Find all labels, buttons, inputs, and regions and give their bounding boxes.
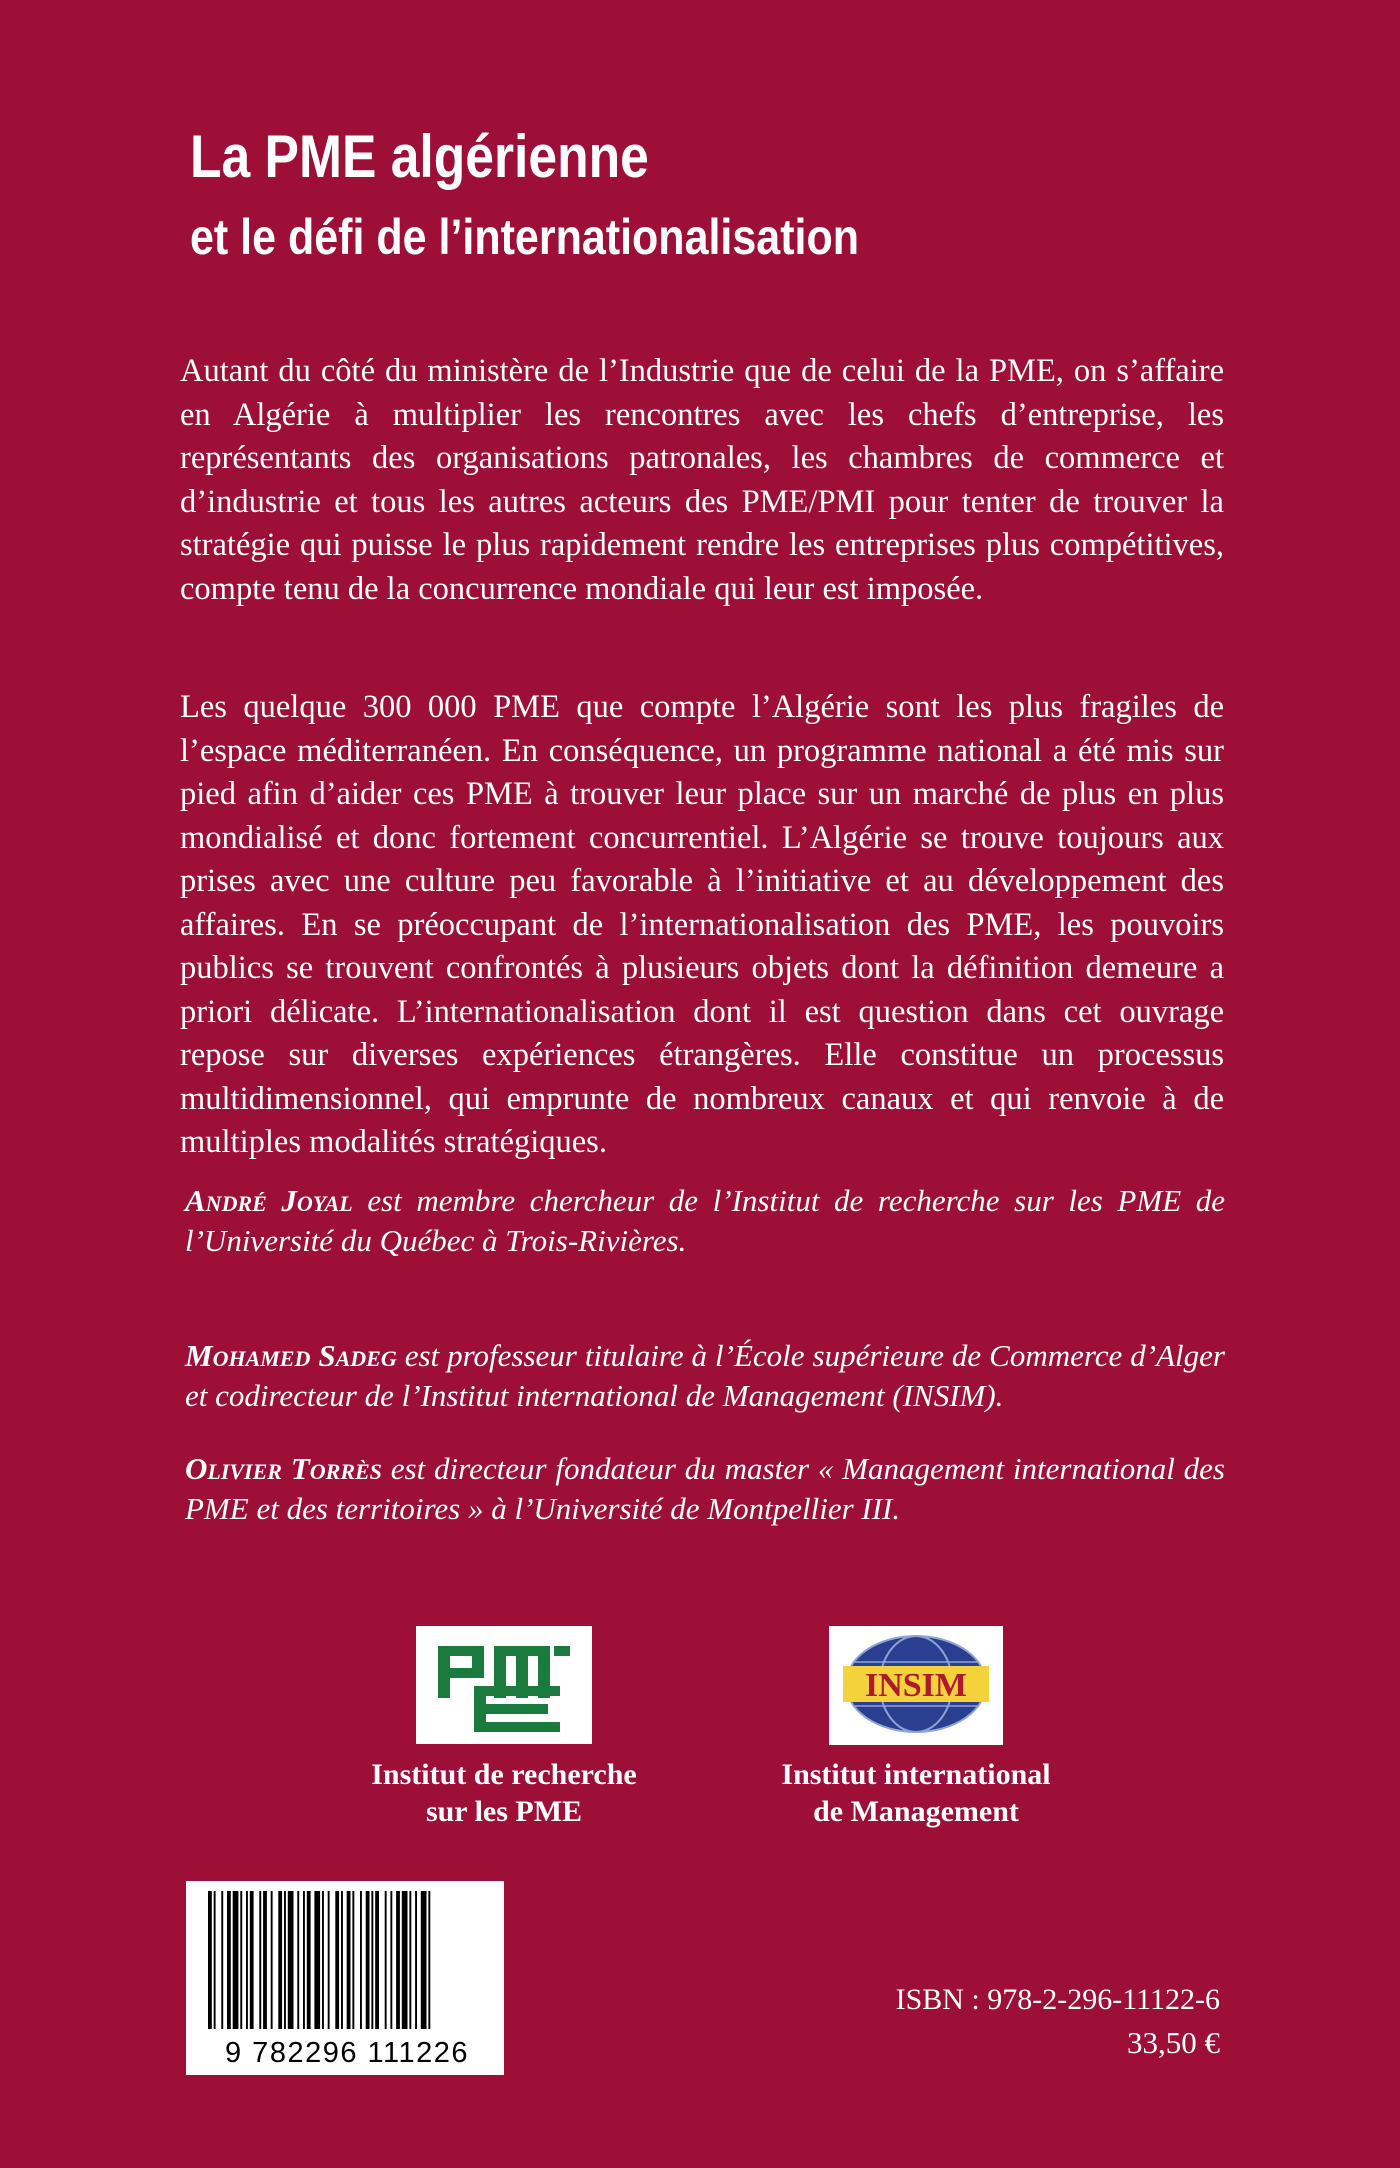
barcode-bar	[322, 1891, 324, 2029]
barcode-bar	[259, 1891, 261, 2029]
barcode-bar	[428, 1891, 430, 2029]
author-description: est directeur fondateur du master « Management international des PME et des territoires » à l’Université de Montpellier III.	[185, 1451, 1225, 1526]
barcode-bar	[221, 1891, 223, 2029]
barcode-bar	[214, 1891, 216, 2029]
barcode-bar	[328, 1891, 330, 2029]
barcode-bar	[390, 1891, 392, 2029]
barcode-bar	[360, 1891, 362, 2029]
barcode-bar	[250, 1891, 254, 2029]
barcode-bar	[233, 1891, 239, 2029]
barcode-bar	[341, 1891, 343, 2029]
barcode-bar	[303, 1891, 305, 2029]
barcode-bar	[208, 1891, 212, 2029]
barcode-bar	[347, 1891, 351, 2029]
barcode-bar	[366, 1891, 370, 2029]
isbn: ISBN : 978-2-296-11122-6	[895, 1983, 1220, 2016]
author-name: Mohamed Sadeg	[185, 1338, 397, 1373]
barcode-bar	[271, 1891, 273, 2029]
barcode-bar	[415, 1891, 417, 2029]
pme-logo-icon	[416, 1626, 592, 1744]
author-bio-1	[185, 1181, 1225, 1261]
author-name: Olivier Torrès	[185, 1451, 382, 1486]
barcode-bar	[371, 1891, 373, 2029]
barcode-bar	[335, 1891, 339, 2029]
barcode-bar	[352, 1891, 354, 2029]
author-name: André Joyal	[185, 1183, 353, 1218]
blurb-paragraph-2: Les quelque 300 000 PME que compte l’Algérie sont les plus fragiles de l’espace méditerranéen. En conséquence, un programme national a été mis sur pied afin d’aider ces PME à trouver leur place sur un marché de plus en plus mondialisé et donc fortement concurrentiel. L’Algérie se trouve toujours aux prises avec une culture peu favorable à l’initiative et au développement des affaires. En se préoccupant de l’internationalisation des PME, les pouvoirs publics se trouvent confrontés à plusieurs objets dont la définition demeure a priori délicate. L’internationalisation dont il est question dans cet ouvrage repose sur diverses expériences étrangères. Elle constitue un processus multidimensionnel, qui emprunte de nombreux canaux et qui renvoie à de multiples modalités stratégiques.	[180, 689, 1224, 1160]
author-description: est professeur titulaire à l’École supérieure de Commerce d’Alger et codirecteur de l’Institut international de Management (INSIM).	[185, 1338, 1225, 1413]
barcode-bar	[307, 1891, 311, 2029]
barcode-digits: 9 782296 111226	[225, 2037, 469, 2069]
pme-logo-caption	[304, 1756, 704, 1830]
barcode-bar	[385, 1891, 387, 2029]
author-description: est membre chercheur de l’Institut de recherche sur les PME de l’Université du Québec à Trois-Rivières.	[185, 1183, 1225, 1258]
caption-line: Institut international	[781, 1758, 1051, 1791]
author-bio-2	[185, 1336, 1225, 1416]
caption-line: de Management	[813, 1795, 1019, 1828]
barcode-bar	[278, 1891, 282, 2029]
insim-logo-caption	[716, 1756, 1116, 1830]
barcode-bar	[402, 1891, 408, 2029]
price: 33,50 €	[1127, 2025, 1220, 2060]
barcode-bar	[227, 1891, 231, 2029]
barcode-bar	[297, 1891, 299, 2029]
barcode-bar	[246, 1891, 248, 2029]
barcode-bar	[421, 1891, 427, 2029]
barcode-bars	[186, 1881, 504, 2031]
barcode-bar	[288, 1891, 294, 2029]
insim-logo-text: INSIM	[864, 1667, 968, 1704]
barcode-bar	[314, 1891, 320, 2029]
book-subtitle: et le défi de l’internationalisation	[190, 209, 859, 265]
author-bio-3	[185, 1449, 1225, 1529]
caption-line: sur les PME	[425, 1795, 583, 1828]
insim-logo-icon	[829, 1626, 1003, 1745]
caption-line: Institut de recherche	[371, 1758, 637, 1791]
barcode-bar	[409, 1891, 411, 2029]
barcode-bar	[375, 1891, 379, 2029]
blurb-paragraph-1: Autant du côté du ministère de l’Industrie que de celui de la PME, on s’affaire en Algérie à multiplier les rencontres avec les chefs d’entreprise, les représentants des organisations patronales, les chambres de commerce et d’industrie et tous les autres acteurs des PME/PMI pour tenter de trouver la stratégie qui puisse le plus rapidement rendre les entreprises plus compétitives, compte tenu de la concurrence mondiale qui leur est imposée.	[180, 353, 1224, 607]
book-title: La PME algérienne	[190, 123, 649, 190]
barcode-bar	[240, 1891, 242, 2029]
barcode-bar	[396, 1891, 400, 2029]
barcode-bar	[284, 1891, 286, 2029]
barcode-bar	[263, 1891, 267, 2029]
